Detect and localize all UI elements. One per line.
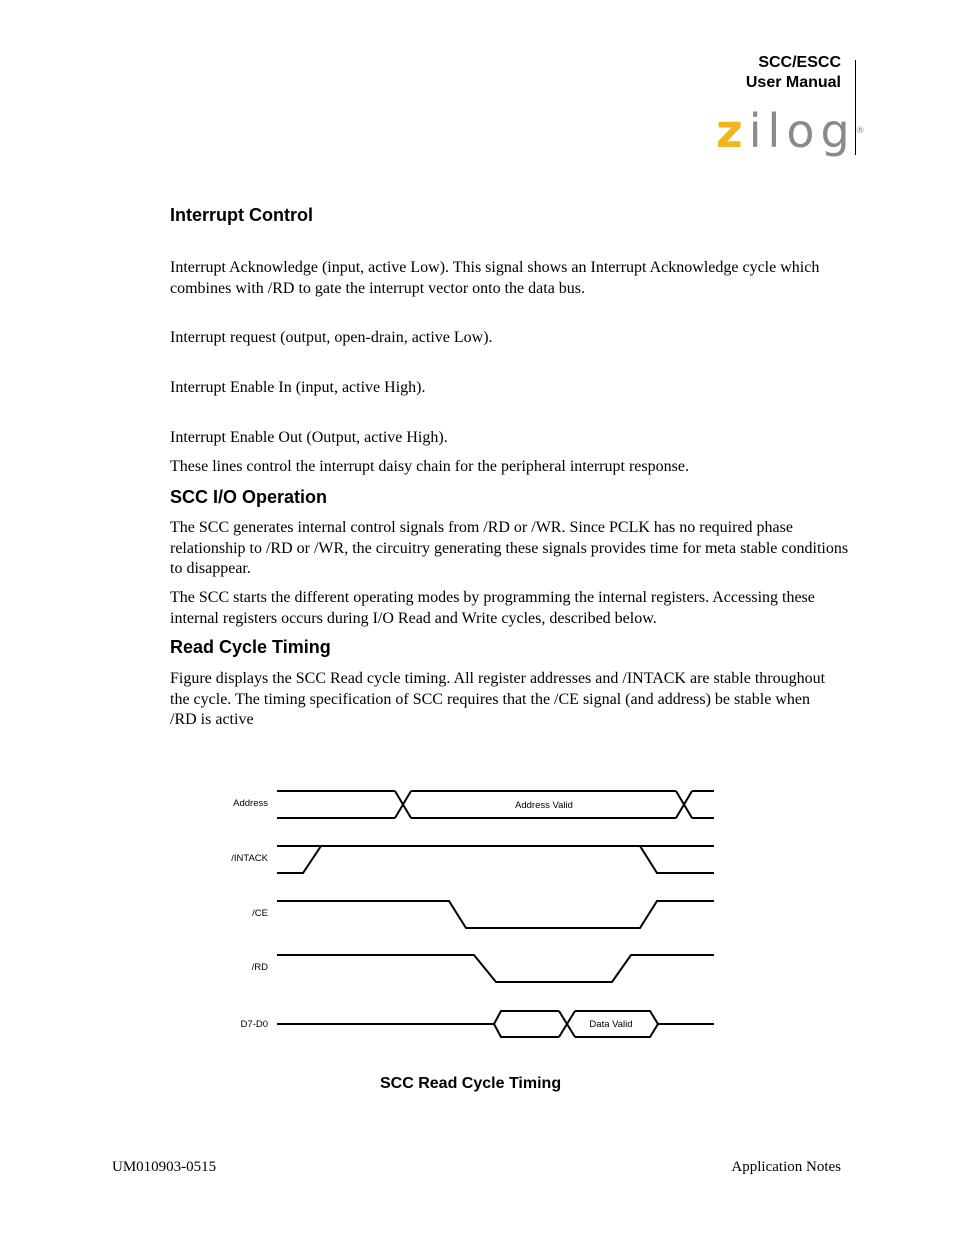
intack-waveform bbox=[277, 846, 714, 873]
io-operation-paragraph-2: The SCC starts the different operating modes by programming the internal registers. Accessing these internal registers occurs during I/O Read and Write cycles, described below. bbox=[170, 589, 815, 627]
address-waveform bbox=[277, 791, 714, 818]
data-valid-label: Data Valid bbox=[589, 1019, 633, 1030]
signal-label-intack: /INTACK bbox=[231, 853, 268, 864]
heading-interrupt-control: Interrupt Control bbox=[170, 205, 313, 225]
heading-read-cycle-timing: Read Cycle Timing bbox=[170, 637, 331, 657]
int-description: Interrupt request (output, open-drain, active Low). bbox=[170, 329, 493, 346]
footer-section: Application Notes bbox=[731, 1159, 841, 1175]
rd-waveform bbox=[277, 955, 714, 982]
ieo-description: Interrupt Enable Out (Output, active High). bbox=[170, 429, 448, 446]
read-cycle-paragraph: Figure displays the SCC Read cycle timing. All register addresses and /INTACK are stable throughout the cycle. The timing specification of SCC requires that the /CE signal (and address) be stable when /RD is active bbox=[170, 670, 826, 728]
signal-label-address: Address bbox=[233, 798, 268, 809]
signal-label-data: D7-D0 bbox=[240, 1019, 268, 1030]
heading-io-operation: SCC I/O Operation bbox=[170, 487, 328, 507]
data-bus-waveform bbox=[277, 1011, 714, 1037]
figure-caption: SCC Read Cycle Timing bbox=[380, 1075, 562, 1092]
footer-doc-number: UM010903-0515 bbox=[112, 1159, 217, 1175]
doc-subtitle: User Manual bbox=[745, 74, 841, 91]
iei-description: Interrupt Enable In (input, active High). bbox=[170, 379, 426, 396]
address-valid-label: Address Valid bbox=[515, 800, 573, 811]
signal-label-ce: /CE bbox=[252, 908, 268, 919]
ce-waveform bbox=[277, 901, 714, 928]
doc-title: SCC/ESCC bbox=[758, 54, 841, 71]
intack-description: Interrupt Acknowledge (input, active Low). This signal shows an Interrupt Acknowledge cycle which combines with /RD to gate the interrupt vector onto the data bus. bbox=[170, 259, 820, 297]
io-operation-paragraph-1: The SCC generates internal control signals from /RD or /WR. Since PCLK has no required phase relationship to /RD or /WR, the circuitry generating these signals provides time for meta stable conditions to disappear. bbox=[170, 519, 849, 577]
zilog-logo: zilog® bbox=[716, 104, 865, 158]
daisy-chain-description: These lines control the interrupt daisy chain for the peripheral interrupt response. bbox=[170, 458, 689, 475]
signal-label-rd: /RD bbox=[251, 962, 268, 973]
